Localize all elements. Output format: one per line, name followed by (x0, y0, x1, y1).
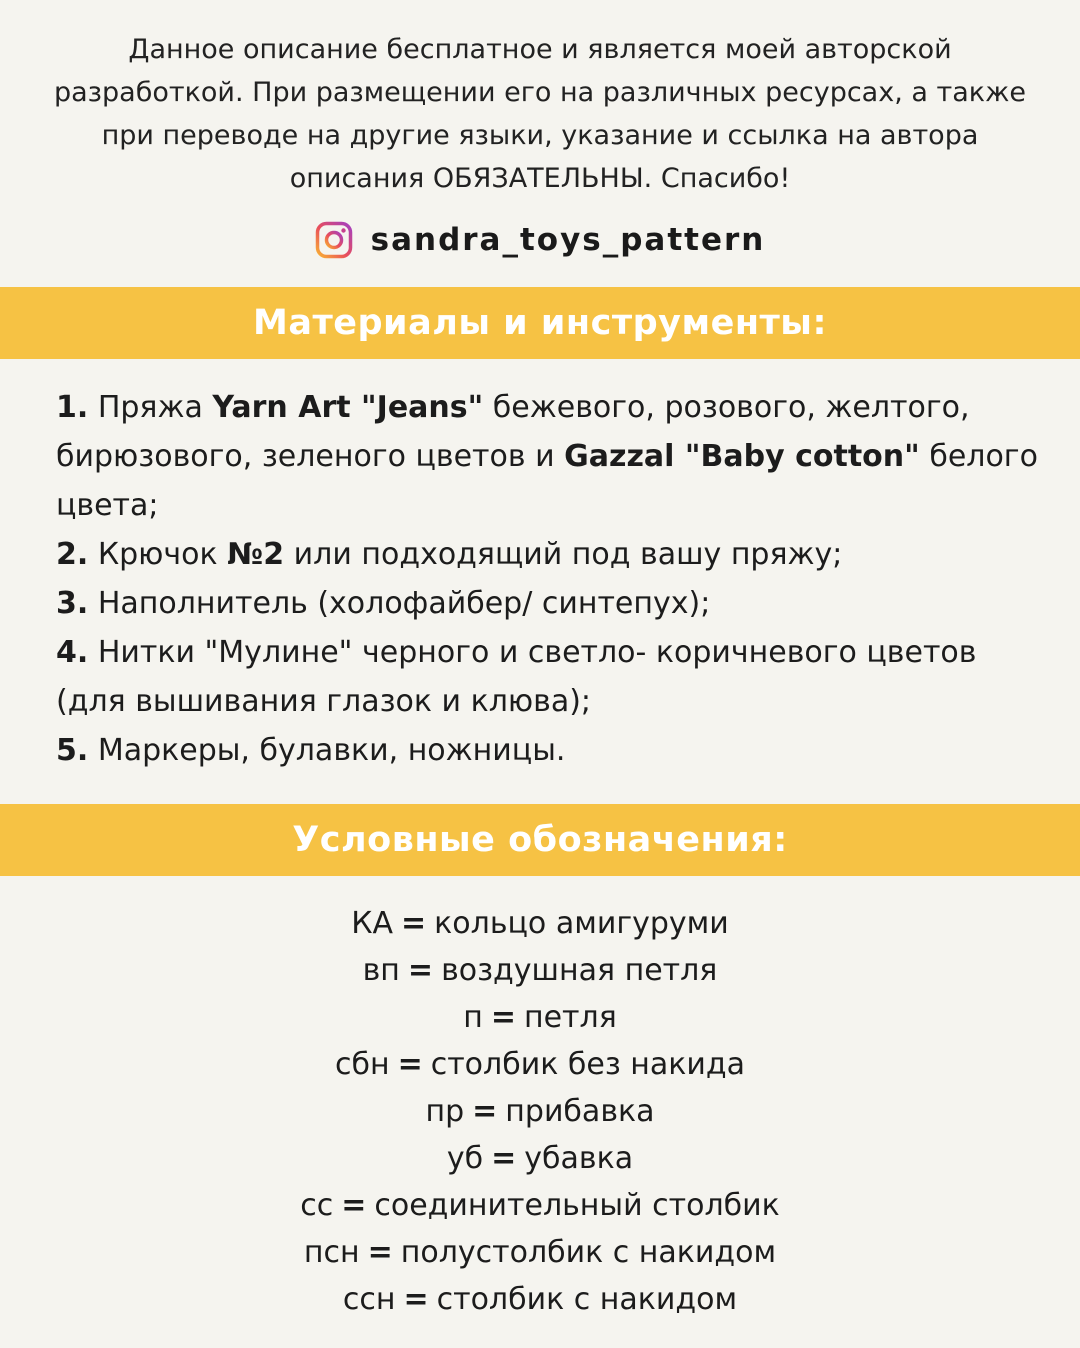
item-text: Крючок (88, 537, 228, 572)
legend-abbr: уб (446, 1141, 484, 1176)
item-text: или подходящий под вашу пряжу; (284, 537, 843, 572)
equals-sign: = (397, 1047, 423, 1082)
legend-row (0, 1135, 1080, 1182)
list-item (56, 383, 1046, 530)
legend-abbr: пр (425, 1094, 465, 1129)
equals-sign: = (341, 1188, 367, 1223)
legend-meaning: убавка (524, 1141, 634, 1176)
instagram-icon (315, 221, 353, 259)
legend-meaning: прибавка (505, 1094, 655, 1129)
legend-row (0, 900, 1080, 947)
list-item (56, 726, 1046, 775)
legend-abbr: ссн (342, 1282, 396, 1317)
intro-line: разработкой. При размещении его на различных ресурсах, а также (53, 77, 1027, 108)
item-number: 1. (56, 390, 89, 425)
yarn-brand: Gazzal "Baby cotton" (564, 439, 920, 474)
materials-list (56, 383, 1046, 775)
legend-row (0, 1276, 1080, 1323)
intro-line: описания ОБЯЗАТЕЛЬНЫ. Спасибо! (289, 163, 791, 194)
legend-abbr: п (463, 1000, 483, 1035)
legend-row (0, 1041, 1080, 1088)
legend-header (0, 804, 1080, 876)
equals-sign: = (472, 1094, 498, 1129)
legend-row (0, 1229, 1080, 1276)
item-text: Пряжа (88, 390, 213, 425)
legend-meaning: столбик с накидом (436, 1282, 738, 1317)
item-text: белого цвета; (56, 439, 1038, 523)
legend-abbr: КА (351, 906, 394, 941)
legend-row (0, 1088, 1080, 1135)
legend-meaning: петля (523, 1000, 617, 1035)
legend-abbr: псн (303, 1235, 360, 1270)
legend-abbr: сс (300, 1188, 334, 1223)
legend-meaning: воздушная петля (441, 953, 718, 988)
materials-header (0, 287, 1080, 359)
yarn-brand: Yarn Art "Jeans" (212, 390, 484, 425)
legend-title: Условные обозначения: (292, 820, 788, 860)
list-item (56, 579, 1046, 628)
legend-meaning: соединительный столбик (374, 1188, 780, 1223)
equals-sign: = (490, 1000, 516, 1035)
equals-sign: = (403, 1282, 429, 1317)
list-item (56, 530, 1046, 579)
equals-sign: = (407, 953, 434, 988)
item-text: Наполнитель (холофайбер/ синтепух); (88, 586, 711, 621)
item-number: 5. (56, 733, 89, 768)
item-text: Нитки "Мулине" черного и светло- коричневого цветов (для вышивания глазок и клюва); (56, 635, 977, 719)
item-text: Маркеры, булавки, ножницы. (88, 733, 566, 768)
legend-row (0, 947, 1080, 994)
item-number: 2. (56, 537, 89, 572)
legend-meaning: кольцо амигуруми (434, 906, 729, 941)
legend-list (0, 900, 1080, 1323)
equals-sign: = (491, 1141, 517, 1176)
author-handle[interactable] (0, 215, 1080, 265)
intro-line: при переводе на другие языки, указание и ссылка на автора (101, 120, 979, 151)
item-number: 4. (56, 635, 89, 670)
equals-sign: = (401, 906, 427, 941)
list-item (56, 628, 1046, 726)
equals-sign: = (367, 1235, 393, 1270)
legend-abbr: вп (362, 953, 400, 988)
intro-line: Данное описание бесплатное и является моей авторской (128, 34, 952, 65)
legend-row (0, 994, 1080, 1041)
intro-notice (40, 28, 1040, 200)
materials-title: Материалы и инструменты: (253, 303, 827, 343)
hook-size: №2 (227, 537, 285, 572)
item-text: бежевого, розового, желтого, бирюзового, зеленого цветов и (56, 390, 970, 474)
legend-row (0, 1182, 1080, 1229)
legend-abbr: сбн (334, 1047, 390, 1082)
item-number: 3. (56, 586, 89, 621)
legend-meaning: столбик без накида (430, 1047, 746, 1082)
legend-meaning: полустолбик с накидом (400, 1235, 777, 1270)
author-handle-text: sandra_toys_pattern (370, 222, 766, 258)
